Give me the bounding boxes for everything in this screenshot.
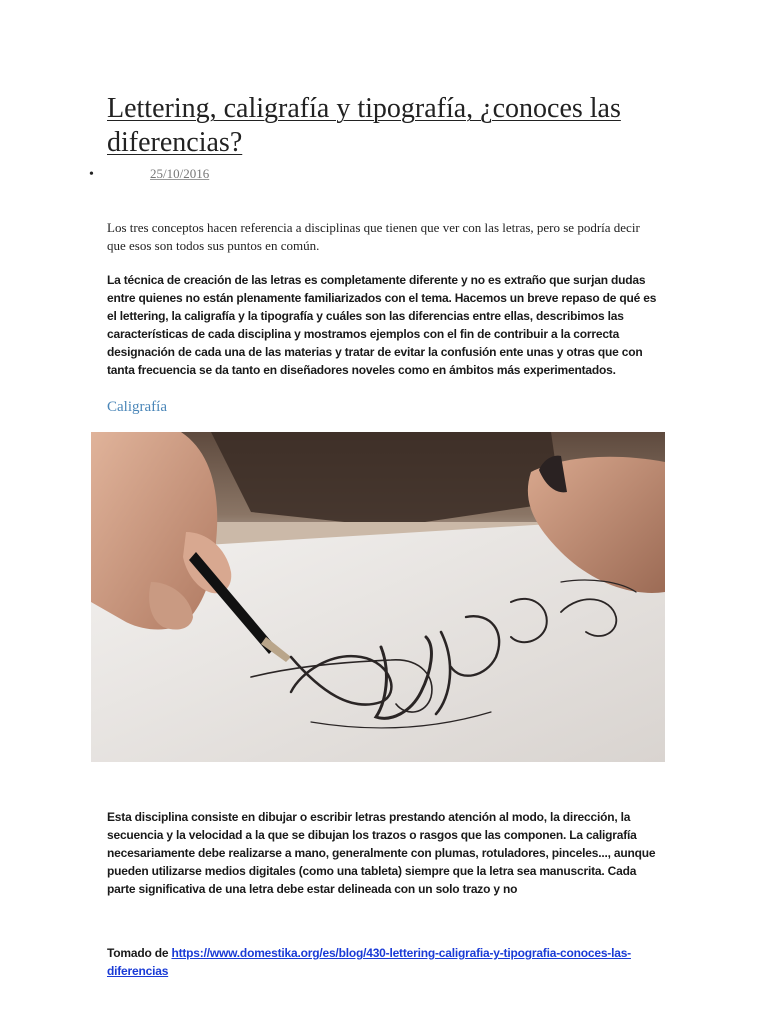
calligraphy-photo: [91, 432, 665, 762]
source-link[interactable]: https://www.domestika.org/es/blog/430-lettering-caligrafia-y-tipografia-conoces-las-diferencias: [107, 946, 631, 978]
intro-paragraph: Los tres conceptos hacen referencia a disciplinas que tienen que ver con las letras, pero se podría decir que esos son todos sus puntos en común.: [107, 220, 640, 253]
section-paragraph: Esta disciplina consiste en dibujar o escribir letras prestando atención al modo, la dirección, la secuencia y la velocidad a la que se dibujan los trazos o rasgos que las componen. La caligrafía necesariamente debe realizarse a mano, generalmente con plumas, rotuladores, pinceles..., aunque pueden utilizarse medios digitales (como una tableta) siempre que la letra sea manuscrita. Cada parte significativa de una letra debe estar delineada con un solo trazo y no: [107, 810, 656, 896]
publish-date[interactable]: 25/10/2016: [150, 166, 210, 181]
list-bullet: •: [89, 167, 94, 182]
source-label: Tomado de: [107, 946, 172, 960]
source-line: [107, 944, 667, 980]
section-heading-caligrafia: Caligrafía: [107, 399, 167, 415]
lead-paragraph: La técnica de creación de las letras es completamente diferente y no es extraño que surjan dudas entre quienes no están plenamente familiarizados con el tema. Hacemos un breve repaso de qué es el lettering, la caligrafía y la tipografía y cuáles son las diferencias entre ellas, describimos las características de cada disciplina y mostramos ejemplos con el fin de contribuir a la correcta designación de cada una de las materias y tratar de evitar la confusión ente unas y otras que con tanta frecuencia se da tanto en diseñadores noveles como en ámbitos más experimentados.: [107, 273, 657, 377]
article-title: Lettering, caligrafía y tipografía, ¿conoces las diferencias?: [107, 93, 621, 158]
